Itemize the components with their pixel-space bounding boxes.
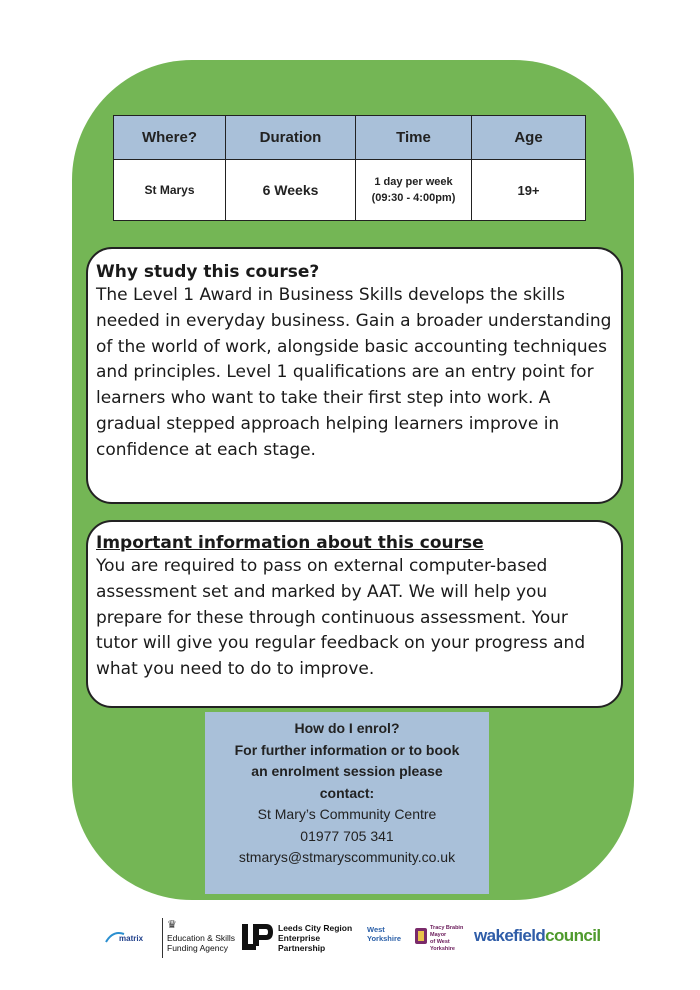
header-age: Age bbox=[472, 116, 586, 160]
important-info-body: You are required to pass on external computer-based assessment set and marked by AAT. We will help you prepare for these through continuous assessment. Your tutor will give you regular feedback on your progress and what you need to do to improve. bbox=[96, 556, 586, 680]
enrol-line-4: contact: bbox=[319, 784, 375, 801]
cell-time bbox=[356, 160, 472, 221]
council-word: council bbox=[545, 926, 601, 945]
mayor-line-3: of West Yorkshire bbox=[430, 939, 455, 952]
lep-line-1: Leeds City Region bbox=[278, 923, 353, 933]
lep-mark-icon bbox=[240, 920, 274, 954]
wy-line-1: West bbox=[367, 925, 385, 934]
enrol-line-3: an enrolment session please bbox=[251, 763, 443, 779]
why-study-box bbox=[86, 247, 623, 504]
mayor-line-1: Tracy Brabin bbox=[430, 925, 464, 931]
table-header-row bbox=[114, 116, 586, 160]
mayor-logo-text bbox=[430, 925, 469, 953]
header-time: Time bbox=[356, 116, 472, 160]
course-info-table bbox=[113, 115, 586, 221]
table-row bbox=[114, 160, 586, 221]
wakefield-council-logo bbox=[474, 918, 599, 958]
wy-line-2: Yorkshire bbox=[367, 933, 402, 943]
important-info-box bbox=[86, 520, 623, 708]
esfa-line-2: Funding Agency bbox=[167, 943, 228, 953]
matrix-logo bbox=[105, 918, 160, 958]
contact-centre: St Mary’s Community Centre bbox=[257, 806, 437, 822]
partner-logos bbox=[100, 918, 610, 958]
royal-crest-icon: ♛ bbox=[167, 919, 177, 931]
esfa-logo-text bbox=[167, 933, 247, 953]
important-info-heading: Important information about this course bbox=[96, 533, 484, 553]
lep-logo bbox=[240, 918, 365, 958]
wakefield-word: wakefield bbox=[474, 926, 546, 945]
mayor-line-2: Mayor bbox=[430, 932, 447, 938]
matrix-logo-text: matrix bbox=[119, 934, 144, 943]
enrol-question: How do I enrol? bbox=[294, 720, 400, 736]
time-line-2: (09:30 - 4:00pm) bbox=[371, 192, 456, 204]
contact-email: stmarys@stmaryscommunity.co.uk bbox=[238, 849, 456, 865]
time-line-1: 1 day per week bbox=[374, 176, 453, 188]
esfa-line-1: Education & Skills bbox=[167, 933, 236, 943]
cell-age: 19+ bbox=[472, 160, 586, 221]
lep-line-2: Enterprise bbox=[278, 933, 321, 943]
enrol-line-2: For further information or to book bbox=[234, 741, 460, 758]
mayor-logo bbox=[414, 918, 469, 958]
mayor-mark-icon bbox=[414, 926, 428, 946]
west-yorkshire-logo-text bbox=[367, 926, 401, 943]
lep-logo-text bbox=[278, 923, 368, 953]
enrol-contact-box bbox=[205, 712, 489, 894]
cell-duration: 6 Weeks bbox=[226, 160, 356, 221]
why-study-body: The Level 1 Award in Business Skills develops the skills needed in everyday business. Gain a broader understanding of the world of work, alongside basic accounting techniques and principles. Level 1 qualifications are an entry point for learners who want to take their first step into work. A gradual stepped approach helping learners improve in confidence at each stage. bbox=[96, 285, 612, 460]
contact-phone: 01977 705 341 bbox=[300, 827, 394, 844]
header-duration: Duration bbox=[226, 116, 356, 160]
why-study-heading: Why study this course? bbox=[96, 262, 320, 282]
header-where: Where? bbox=[114, 116, 226, 160]
cell-where: St Marys bbox=[114, 160, 226, 221]
west-yorkshire-logo bbox=[365, 918, 410, 958]
wakefield-logo-text bbox=[474, 926, 600, 946]
esfa-logo bbox=[162, 918, 242, 958]
lep-line-3: Partnership bbox=[278, 943, 326, 953]
